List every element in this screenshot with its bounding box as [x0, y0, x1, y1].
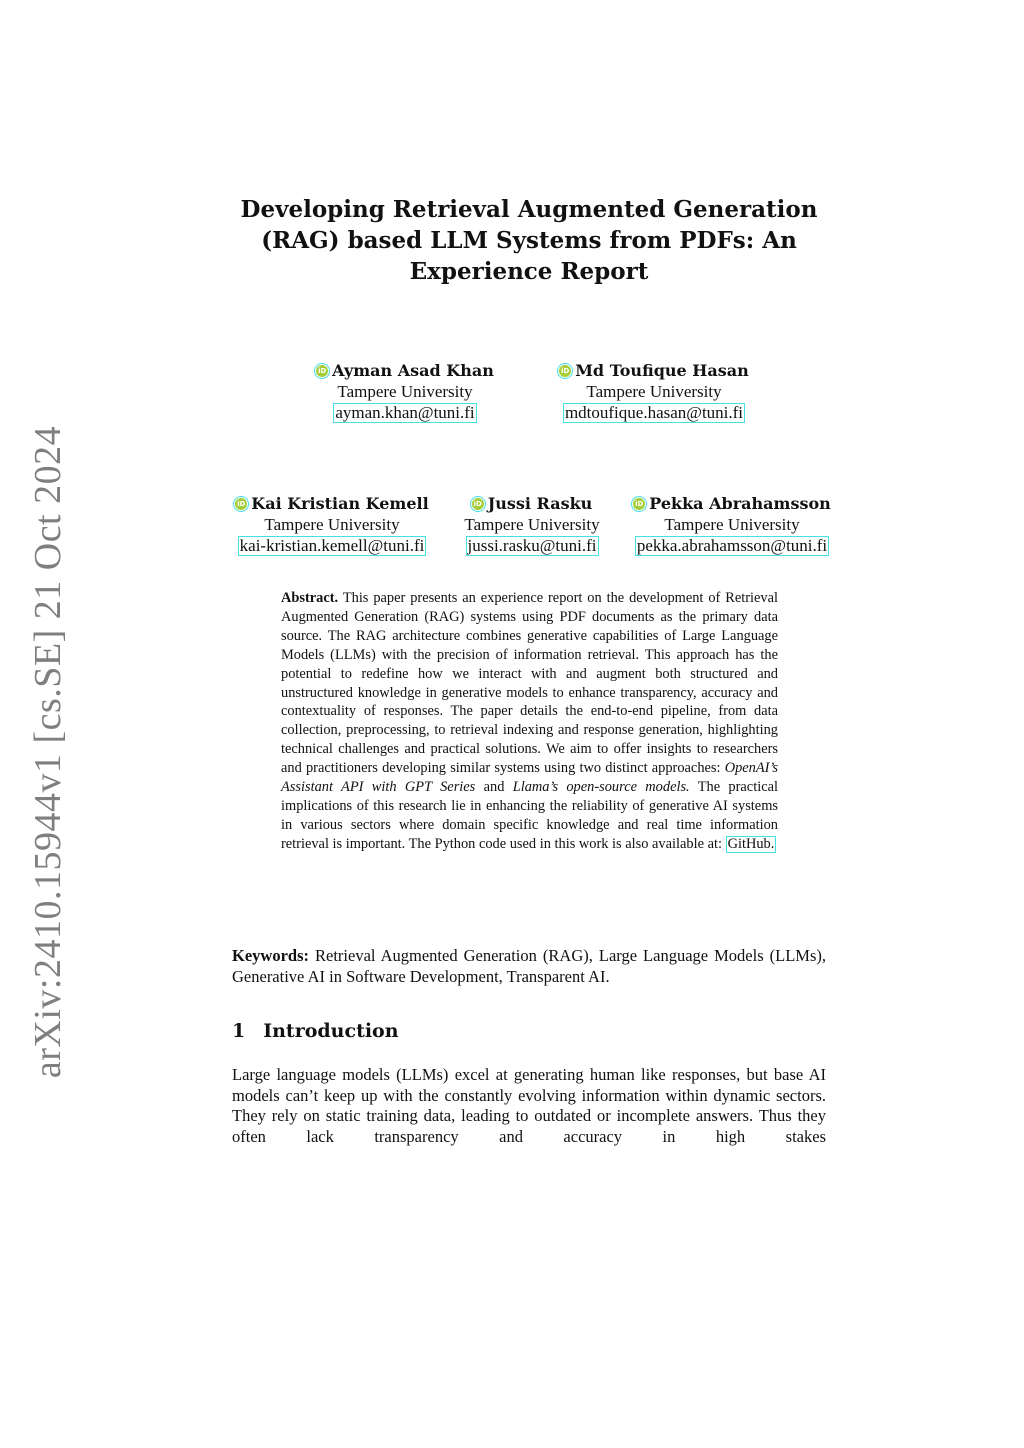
- author-name: Kai Kristian Kemell: [251, 494, 429, 513]
- author-block: [226, 493, 438, 556]
- keywords-text: Retrieval Augmented Generation (RAG), Large Language Models (LLMs), Generative AI in Software Development, Transparent AI.: [232, 946, 826, 986]
- author-block: [452, 493, 612, 556]
- author-block: [300, 360, 510, 423]
- orcid-icon[interactable]: iD: [561, 366, 570, 375]
- title-line-1: Developing Retrieval Augmented Generation: [240, 196, 818, 223]
- author-email-link[interactable]: kai-kristian.kemell@tuni.fi: [239, 536, 425, 555]
- orcid-icon[interactable]: iD: [473, 499, 482, 508]
- abstract-text-part1: This paper presents an experience report on the development of Retrieval Augmented Generation (RAG) systems using PDF documents as the primary data source. The RAG architecture combines generative capabilities of Large Language Models (LLMs) with the precision of information retrieval. This approach has the potential to redefine how we interact with and augment both structured and unstructured knowledge in generative models to enhance transparency, accuracy and contextuality of responses. The paper details the end-to-end pipeline, from data collection, preprocessing, to retrieval indexing and response generation, highlighting technical challenges and practical solutions. We aim to offer insights to researchers and practitioners developing similar systems using two distinct approaches:: [281, 590, 778, 777]
- author-block: [548, 360, 760, 423]
- author-affiliation: Tampere University: [586, 382, 722, 401]
- author-email-link[interactable]: jussi.rasku@tuni.fi: [467, 536, 597, 555]
- abstract-italic-llama: Llama’s open-source models.: [512, 779, 690, 796]
- section-number: 1: [232, 1020, 246, 1042]
- arxiv-identifier: arXiv:2410.15944v1 [cs.SE] 21 Oct 2024: [27, 425, 69, 1079]
- keywords: [232, 945, 826, 987]
- abstract-connector: and: [483, 779, 505, 796]
- paper-title: [232, 194, 826, 287]
- section-title: Introduction: [263, 1020, 399, 1042]
- author-affiliation: Tampere University: [664, 515, 800, 534]
- author-affiliation: Tampere University: [464, 515, 600, 534]
- orcid-icon[interactable]: iD: [237, 499, 246, 508]
- github-link[interactable]: GitHub.: [727, 835, 775, 852]
- keywords-label: Keywords:: [232, 946, 309, 965]
- orcid-icon[interactable]: iD: [318, 366, 327, 375]
- author-name: Pekka Abrahamsson: [649, 494, 831, 513]
- author-email-link[interactable]: mdtoufique.hasan@tuni.fi: [564, 403, 744, 422]
- title-line-2: (RAG) based LLM Systems from PDFs: An: [261, 227, 797, 254]
- title-line-3: Experience Report: [409, 258, 649, 285]
- author-name: Ayman Asad Khan: [332, 361, 494, 380]
- orcid-icon[interactable]: iD: [635, 499, 644, 508]
- section-heading: [232, 1019, 399, 1043]
- author-block: [626, 493, 838, 556]
- abstract-text-part2: The practical implications of this research lie in enhancing the reliability of generative AI systems in various sectors where domain specific knowledge and real time information retrieval is important. The Python code used in this work is also available at:: [281, 779, 778, 852]
- author-affiliation: Tampere University: [337, 382, 473, 401]
- author-name: Jussi Rasku: [487, 494, 593, 513]
- author-affiliation: Tampere University: [264, 515, 400, 534]
- author-email-link[interactable]: ayman.khan@tuni.fi: [335, 403, 475, 422]
- abstract-italic-openai: OpenAI’s Assistant API with GPT Series: [281, 760, 778, 796]
- author-name: Md Toufique Hasan: [575, 361, 749, 380]
- abstract-label: Abstract.: [281, 590, 339, 606]
- author-email-link[interactable]: pekka.abrahamsson@tuni.fi: [636, 536, 828, 555]
- abstract: [281, 589, 778, 854]
- intro-paragraph: Large language models (LLMs) excel at generating human like responses, but base AI models can’t keep up with the constantly evolving information within dynamic sectors. They rely on static training data, leading to outdated or incomplete answers. Thus they often lack transparency and accuracy in high stakes: [232, 1065, 826, 1146]
